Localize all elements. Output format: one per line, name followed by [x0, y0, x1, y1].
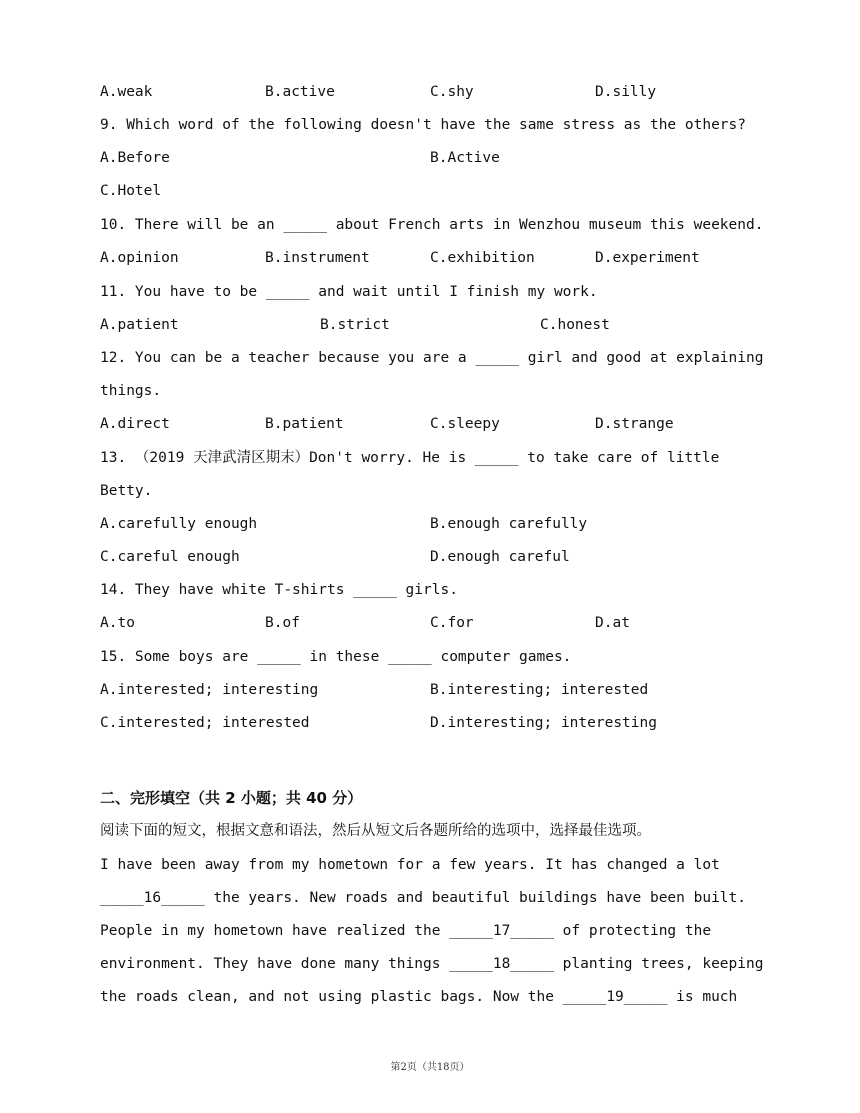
q12-option-b: B.patient — [265, 416, 344, 432]
passage-line-5: the roads clean, and not using plastic bags. Now the _____19_____ is much — [100, 989, 738, 1005]
q12-stem-line2: things. — [100, 383, 162, 399]
q15-option-a: A.interested; interesting — [100, 682, 319, 698]
q13-option-d: D.enough careful — [430, 549, 570, 565]
q9-option-b: B.Active — [430, 150, 500, 166]
q11-option-c: C.honest — [540, 317, 610, 333]
q15-option-d: D.interesting; interesting — [430, 715, 657, 731]
q13-option-c: C.careful enough — [100, 549, 240, 565]
q15-stem: 15. Some boys are _____ in these _____ computer games. — [100, 649, 572, 665]
q12-option-d: D.strange — [595, 416, 674, 432]
q15-option-b: B.interesting; interested — [430, 682, 649, 698]
passage-line-4: environment. They have done many things _____18_____ planting trees, keeping — [100, 956, 764, 972]
page-number-footer: 第2页（共18页） — [390, 1062, 470, 1073]
passage-line-2: _____16_____ the years. New roads and beautiful buildings have been built. — [100, 890, 747, 906]
q8-option-c: C.shy — [430, 84, 474, 100]
q9-option-c: C.Hotel — [100, 183, 162, 199]
q8-option-b: B.active — [265, 84, 335, 100]
q8-option-d: D.silly — [595, 84, 657, 100]
q14-option-c: C.for — [430, 615, 474, 631]
q13-option-a: A.carefully enough — [100, 516, 258, 532]
q10-option-a: A.opinion — [100, 250, 179, 266]
q10-option-c: C.exhibition — [430, 250, 535, 266]
q10-stem: 10. There will be an _____ about French arts in Wenzhou museum this weekend. — [100, 217, 764, 233]
q14-stem: 14. They have white T-shirts _____ girls. — [100, 582, 458, 598]
q15-option-c: C.interested; interested — [100, 715, 310, 731]
q10-option-b: B.instrument — [265, 250, 370, 266]
q11-stem: 11. You have to be _____ and wait until I finish my work. — [100, 284, 598, 300]
q13-option-b: B.enough carefully — [430, 516, 588, 532]
q14-option-a: A.to — [100, 615, 135, 631]
q10-option-d: D.experiment — [595, 250, 700, 266]
q12-option-a: A.direct — [100, 416, 170, 432]
passage-line-3: People in my hometown have realized the _____17_____ of protecting the — [100, 923, 712, 939]
q12-stem-line1: 12. You can be a teacher because you are a _____ girl and good at explaining — [100, 350, 764, 366]
q14-option-b: B.of — [265, 615, 300, 631]
q9-option-a: A.Before — [100, 150, 170, 166]
section-instruction: 阅读下面的短文，根据文意和语法，然后从短文后各题所给的选项中，选择最佳选项。 — [100, 823, 651, 839]
q9-stem: 9. Which word of the following doesn't have the same stress as the others? — [100, 117, 747, 133]
q11-option-a: A.patient — [100, 317, 179, 333]
q12-option-c: C.sleepy — [430, 416, 500, 432]
q13-stem-line1: 13. （2019 天津武清区期末）Don't worry. He is _____ to take care of little — [100, 450, 720, 466]
section-heading: 二、完形填空（共 2 小题；共 40 分） — [100, 789, 363, 807]
passage-line-1: I have been away from my hometown for a few years. It has changed a lot — [100, 857, 720, 873]
q8-option-a: A.weak — [100, 84, 153, 100]
q14-option-d: D.at — [595, 615, 630, 631]
q13-stem-line2: Betty. — [100, 483, 153, 499]
q11-option-b: B.strict — [320, 317, 390, 333]
